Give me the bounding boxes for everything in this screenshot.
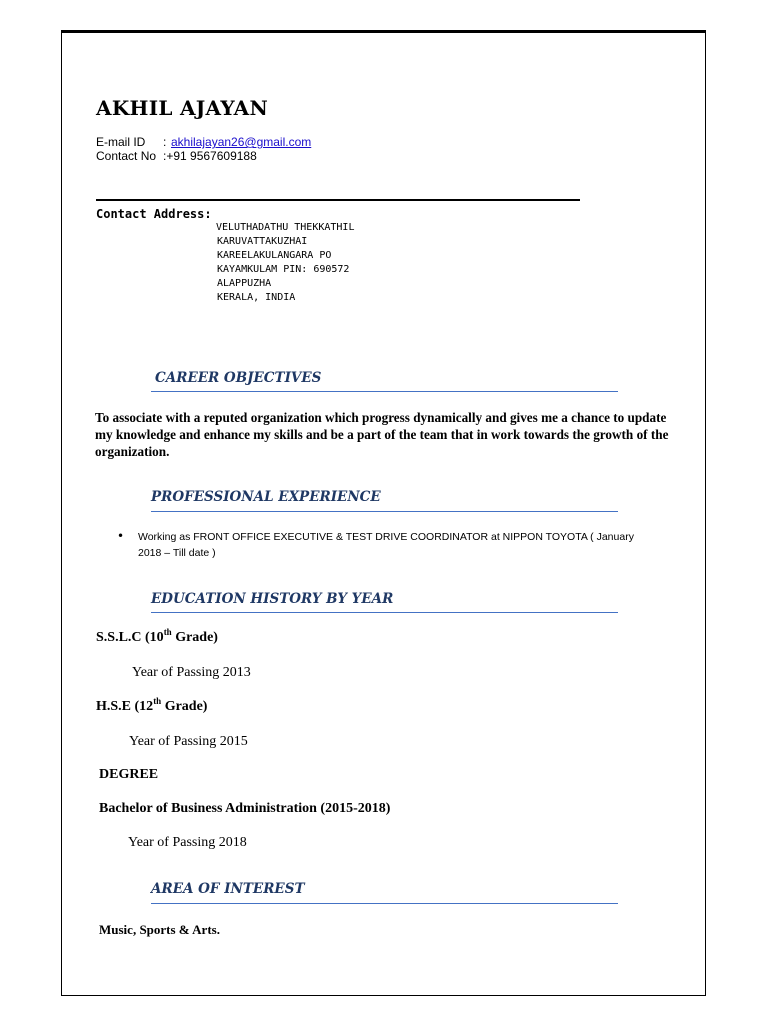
email-label: E-mail ID bbox=[96, 135, 146, 149]
degree-year: Year of Passing 2018 bbox=[128, 835, 247, 850]
section-rule bbox=[151, 903, 618, 904]
education-history-heading: EDUCATION HISTORY BY YEAR bbox=[151, 591, 394, 607]
sslc-year: Year of Passing 2013 bbox=[132, 665, 251, 680]
experience-item: Working as FRONT OFFICE EXECUTIVE & TEST DRIVE COORDINATOR at NIPPON TOYOTA ( January 2018 – Till date ) bbox=[138, 531, 634, 559]
bullet-icon: • bbox=[117, 529, 125, 543]
address-label: Contact Address: bbox=[96, 207, 212, 221]
professional-experience-heading: PROFESSIONAL EXPERIENCE bbox=[151, 489, 381, 505]
career-objective-text: To associate with a reputed organization which progress dynamically and gives me a chance to update my knowledge and enhance my skills and be a part of the team that in work towards the growth of the organization. bbox=[95, 410, 669, 459]
address-line: VELUTHADATHU THEKKATHIL bbox=[216, 222, 355, 233]
section-rule bbox=[151, 391, 618, 392]
hse-heading: H.S.E (12th Grade) bbox=[96, 696, 208, 714]
address-line: KERALA, INDIA bbox=[217, 292, 296, 303]
address-line: KAREELAKULANGARA PO bbox=[217, 250, 332, 261]
address-line: ALAPPUZHA bbox=[217, 278, 272, 289]
degree-name: Bachelor of Business Administration (2015-2018) bbox=[99, 801, 391, 816]
career-objectives-heading: CAREER OBJECTIVES bbox=[155, 370, 322, 386]
candidate-name: AKHIL AJAYAN bbox=[96, 96, 269, 120]
area-of-interest-heading: AREA OF INTEREST bbox=[151, 881, 305, 897]
section-rule bbox=[151, 511, 618, 512]
contact-number: :+91 9567609188 bbox=[163, 149, 257, 163]
email-colon: : bbox=[163, 135, 167, 149]
header-divider bbox=[96, 199, 580, 201]
section-rule bbox=[151, 612, 618, 613]
interest-text: Music, Sports & Arts. bbox=[99, 922, 220, 937]
resume-page bbox=[61, 30, 706, 996]
degree-label: DEGREE bbox=[99, 767, 159, 782]
hse-year: Year of Passing 2015 bbox=[129, 734, 248, 749]
email-link[interactable]: akhilajayan26@gmail.com bbox=[171, 135, 312, 149]
contact-label: Contact No bbox=[96, 149, 157, 163]
address-line: KARUVATTAKUZHAI bbox=[217, 236, 308, 247]
address-line: KAYAMKULAM PIN: 690572 bbox=[217, 264, 350, 275]
sslc-heading: S.S.L.C (10th Grade) bbox=[96, 627, 218, 645]
